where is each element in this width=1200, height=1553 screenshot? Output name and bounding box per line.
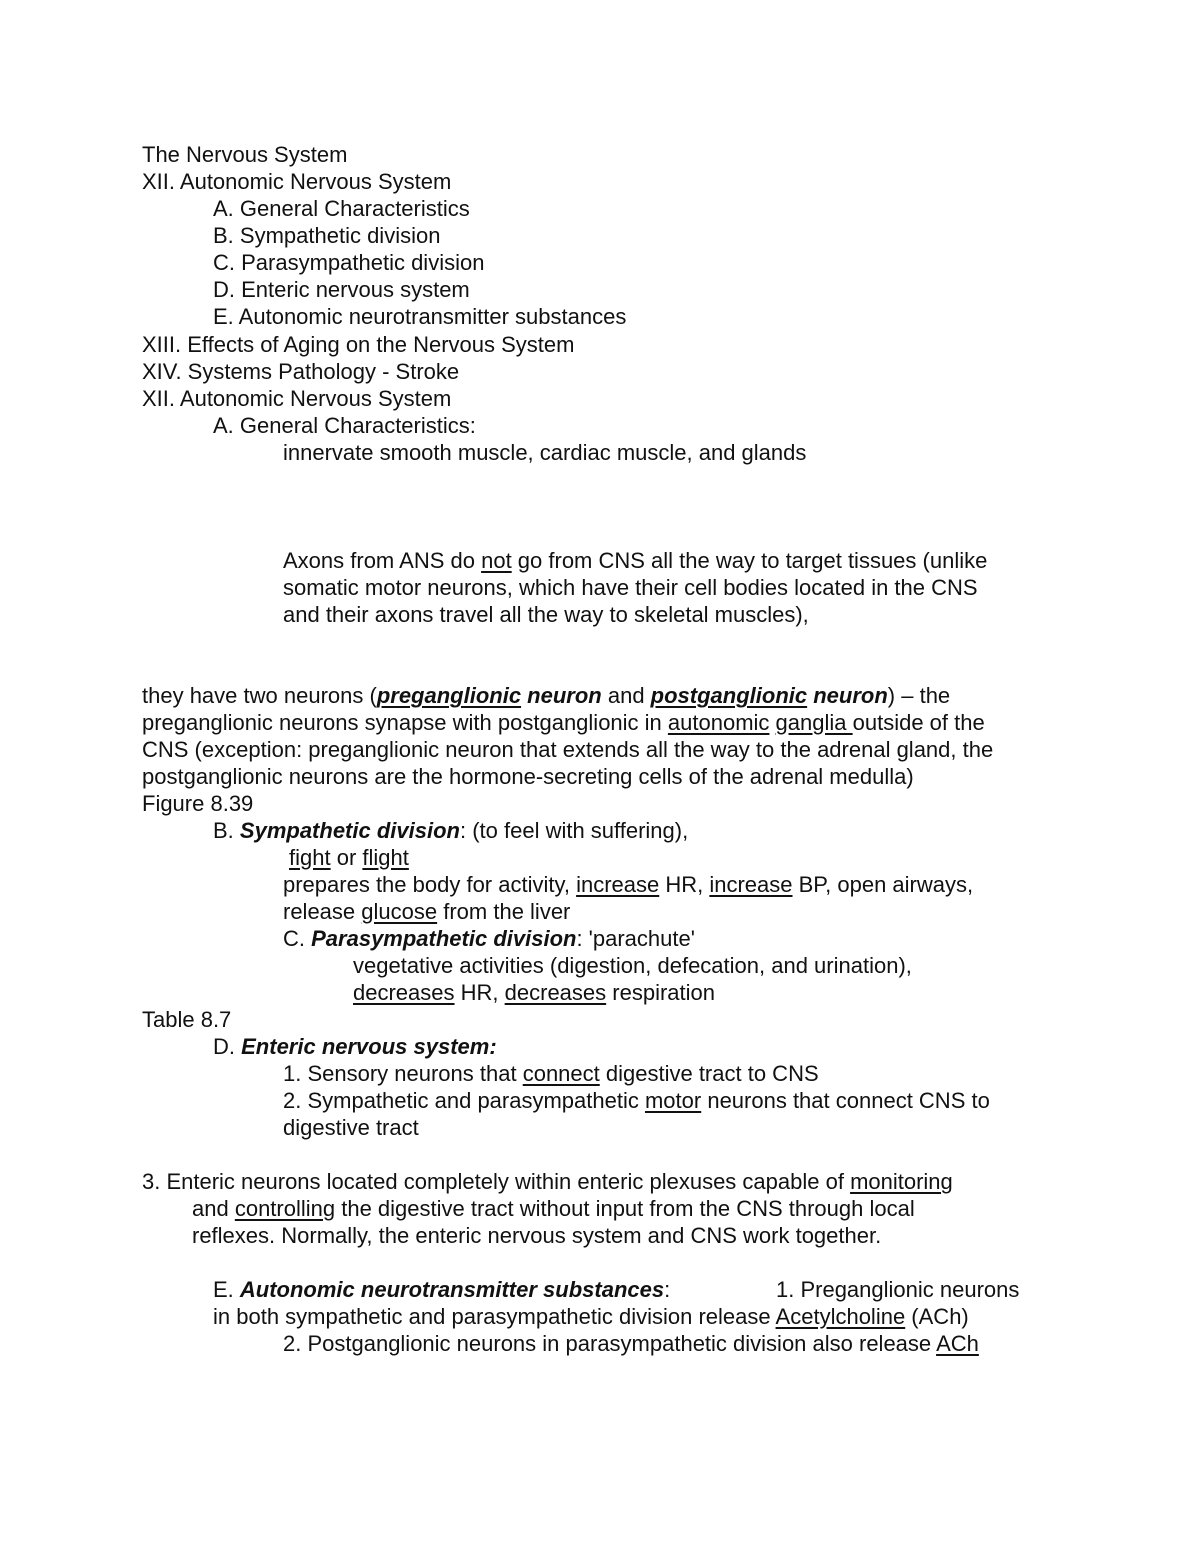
outline-item-b: B. Sympathetic division [213,223,441,248]
outline-item-xiii: XIII. Effects of Aging on the Nervous System [142,332,575,357]
two-neurons-line-4: postganglionic neurons are the hormone-secreting cells of the adrenal medulla) [142,764,914,789]
sympathetic-effects-line-2: release glucose from the liver [283,899,571,924]
sympathetic-heading: B. Sympathetic division: (to feel with suffering), [213,818,689,843]
two-neurons-line-2: preganglionic neurons synapse with postganglionic in autonomic ganglia outside of the [142,710,985,735]
general-characteristics-text: innervate smooth muscle, cardiac muscle, and glands [283,440,807,465]
sympathetic-effects-line-1: prepares the body for activity, increase HR, increase BP, open airways, [283,872,974,897]
page-title: The Nervous System [142,142,348,167]
outline-item-xiv: XIV. Systems Pathology - Stroke [142,359,460,384]
enteric-item-3: 3. Enteric neurons located completely within enteric plexuses capable of monitoring [142,1169,953,1194]
enteric-item-3-line-3: reflexes. Normally, the enteric nervous system and CNS work together. [192,1223,882,1248]
neurotransmitters-item-1-continued: in both sympathetic and parasympathetic division release Acetylcholine (ACh) [213,1304,969,1329]
outline-item-d: D. Enteric nervous system [213,277,470,302]
figure-reference: Figure 8.39 [142,791,254,816]
two-neurons-line-3: CNS (exception: preganglionic neuron that extends all the way to the adrenal gland, the [142,737,994,762]
section-heading-xii: XII. Autonomic Nervous System [142,386,452,411]
table-reference: Table 8.7 [142,1007,232,1032]
two-neurons-line-1: they have two neurons (preganglionic neuron and postganglionic neuron) – the [142,683,951,708]
axons-paragraph-line-1: Axons from ANS do not go from CNS all the way to target tissues (unlike [283,548,988,573]
enteric-item-1: 1. Sensory neurons that connect digestive tract to CNS [283,1061,819,1086]
outline-item-a: A. General Characteristics [213,196,470,221]
parasympathetic-effects-line-1: vegetative activities (digestion, defecation, and urination), [353,953,912,978]
neurotransmitters-item-1: 1. Preganglionic neurons [776,1277,1020,1302]
enteric-item-3-line-2: and controlling the digestive tract without input from the CNS through local [192,1196,915,1221]
parasympathetic-effects-line-2: decreases HR, decreases respiration [353,980,715,1005]
parasympathetic-heading: C. Parasympathetic division: 'parachute' [283,926,695,951]
neurotransmitters-heading: E. Autonomic neurotransmitter substances: [213,1277,671,1302]
axons-paragraph-line-3: and their axons travel all the way to skeletal muscles), [283,602,809,627]
outline-item-c: C. Parasympathetic division [213,250,485,275]
enteric-item-2: 2. Sympathetic and parasympathetic motor neurons that connect CNS to [283,1088,990,1113]
enteric-heading: D. Enteric nervous system: [213,1034,497,1059]
outline-item-e: E. Autonomic neurotransmitter substances [213,304,627,329]
fight-or-flight: fight or flight [289,845,409,870]
enteric-item-2-continued: digestive tract [283,1115,419,1140]
subheading-general-characteristics: A. General Characteristics: [213,413,476,438]
outline-item-xii: XII. Autonomic Nervous System [142,169,452,194]
axons-paragraph-line-2: somatic motor neurons, which have their cell bodies located in the CNS [283,575,978,600]
neurotransmitters-item-2: 2. Postganglionic neurons in parasympathetic division also release ACh [283,1331,979,1356]
